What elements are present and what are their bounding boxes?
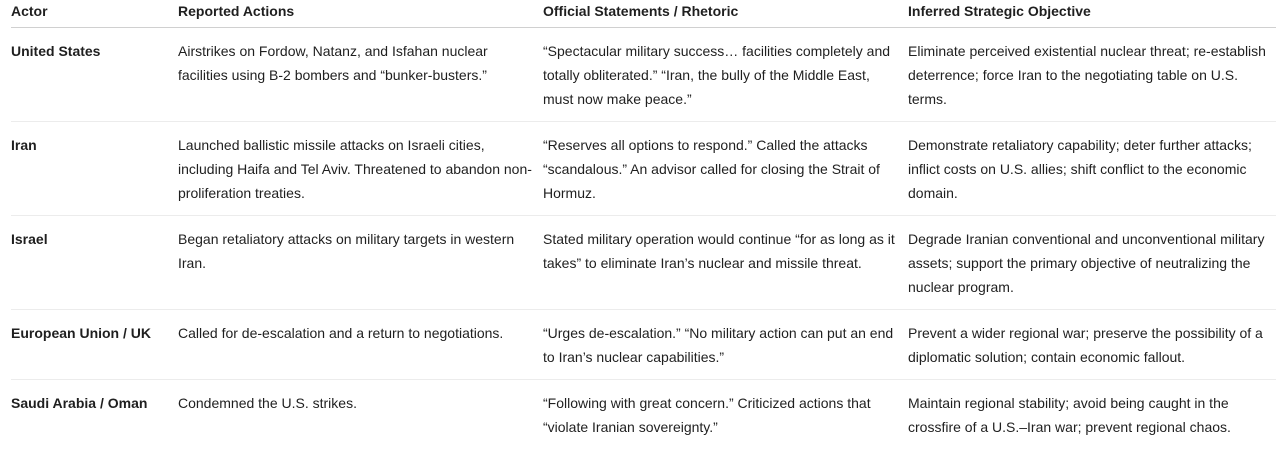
actions-cell: Condemned the U.S. strikes. xyxy=(178,395,357,411)
header-actor: Actor xyxy=(11,0,178,28)
actions-cell: Airstrikes on Fordow, Natanz, and Isfahan nuclear facilities using B-2 bombers and “bunker-busters.” xyxy=(178,28,543,122)
actor-cell: United States xyxy=(11,28,178,122)
actor-cell: Iran xyxy=(11,122,178,216)
table-row xyxy=(11,380,1276,450)
statements-cell: “Following with great concern.” Criticized actions that “violate Iranian sovereignty.” xyxy=(543,395,871,435)
header-reported-actions: Reported Actions xyxy=(178,0,543,28)
actor-cell: European Union / UK xyxy=(11,310,178,380)
statements-cell: “Urges de-escalation.” “No military action can put an end to Iran’s nuclear capabilities.” xyxy=(543,310,908,380)
actor-cell: Israel xyxy=(11,216,178,310)
actions-cell: Began retaliatory attacks on military targets in western Iran. xyxy=(178,216,543,310)
objective-cell: Prevent a wider regional war; preserve the possibility of a diplomatic solution; contain economic fallout. xyxy=(908,310,1276,380)
objective-cell: Degrade Iranian conventional and unconventional military assets; support the primary objective of neutralizing the nuclear program. xyxy=(908,216,1276,310)
table-row xyxy=(11,122,1276,216)
header-row xyxy=(11,0,1276,28)
table-row xyxy=(11,310,1276,380)
objective-cell: Maintain regional stability; avoid being caught in the crossfire of a U.S.–Iran war; prevent regional chaos. xyxy=(908,395,1231,435)
statements-cell: “Reserves all options to respond.” Called the attacks “scandalous.” An advisor called for closing the Strait of Hormuz. xyxy=(543,122,908,216)
header-strategic-objective: Inferred Strategic Objective xyxy=(908,0,1276,28)
actions-cell: Called for de-escalation and a return to negotiations. xyxy=(178,310,543,380)
statements-cell: “Spectacular military success… facilities completely and totally obliterated.” “Iran, the bully of the Middle East, must now make peace.” xyxy=(543,28,908,122)
header-official-statements: Official Statements / Rhetoric xyxy=(543,0,908,28)
objective-cell: Eliminate perceived existential nuclear threat; re-establish deterrence; force Iran to the negotiating table on U.S. terms. xyxy=(908,28,1276,122)
table-row xyxy=(11,216,1276,310)
objective-cell: Demonstrate retaliatory capability; deter further attacks; inflict costs on U.S. allies; shift conflict to the economic domain. xyxy=(908,122,1276,216)
table-row xyxy=(11,28,1276,122)
actor-cell: Saudi Arabia / Oman xyxy=(11,395,148,411)
actors-table xyxy=(11,0,1276,449)
actions-cell: Launched ballistic missile attacks on Israeli cities, including Haifa and Tel Aviv. Threatened to abandon non-proliferation treaties. xyxy=(178,122,543,216)
statements-cell: Stated military operation would continue “for as long as it takes” to eliminate Iran’s nuclear and missile threat. xyxy=(543,216,908,310)
